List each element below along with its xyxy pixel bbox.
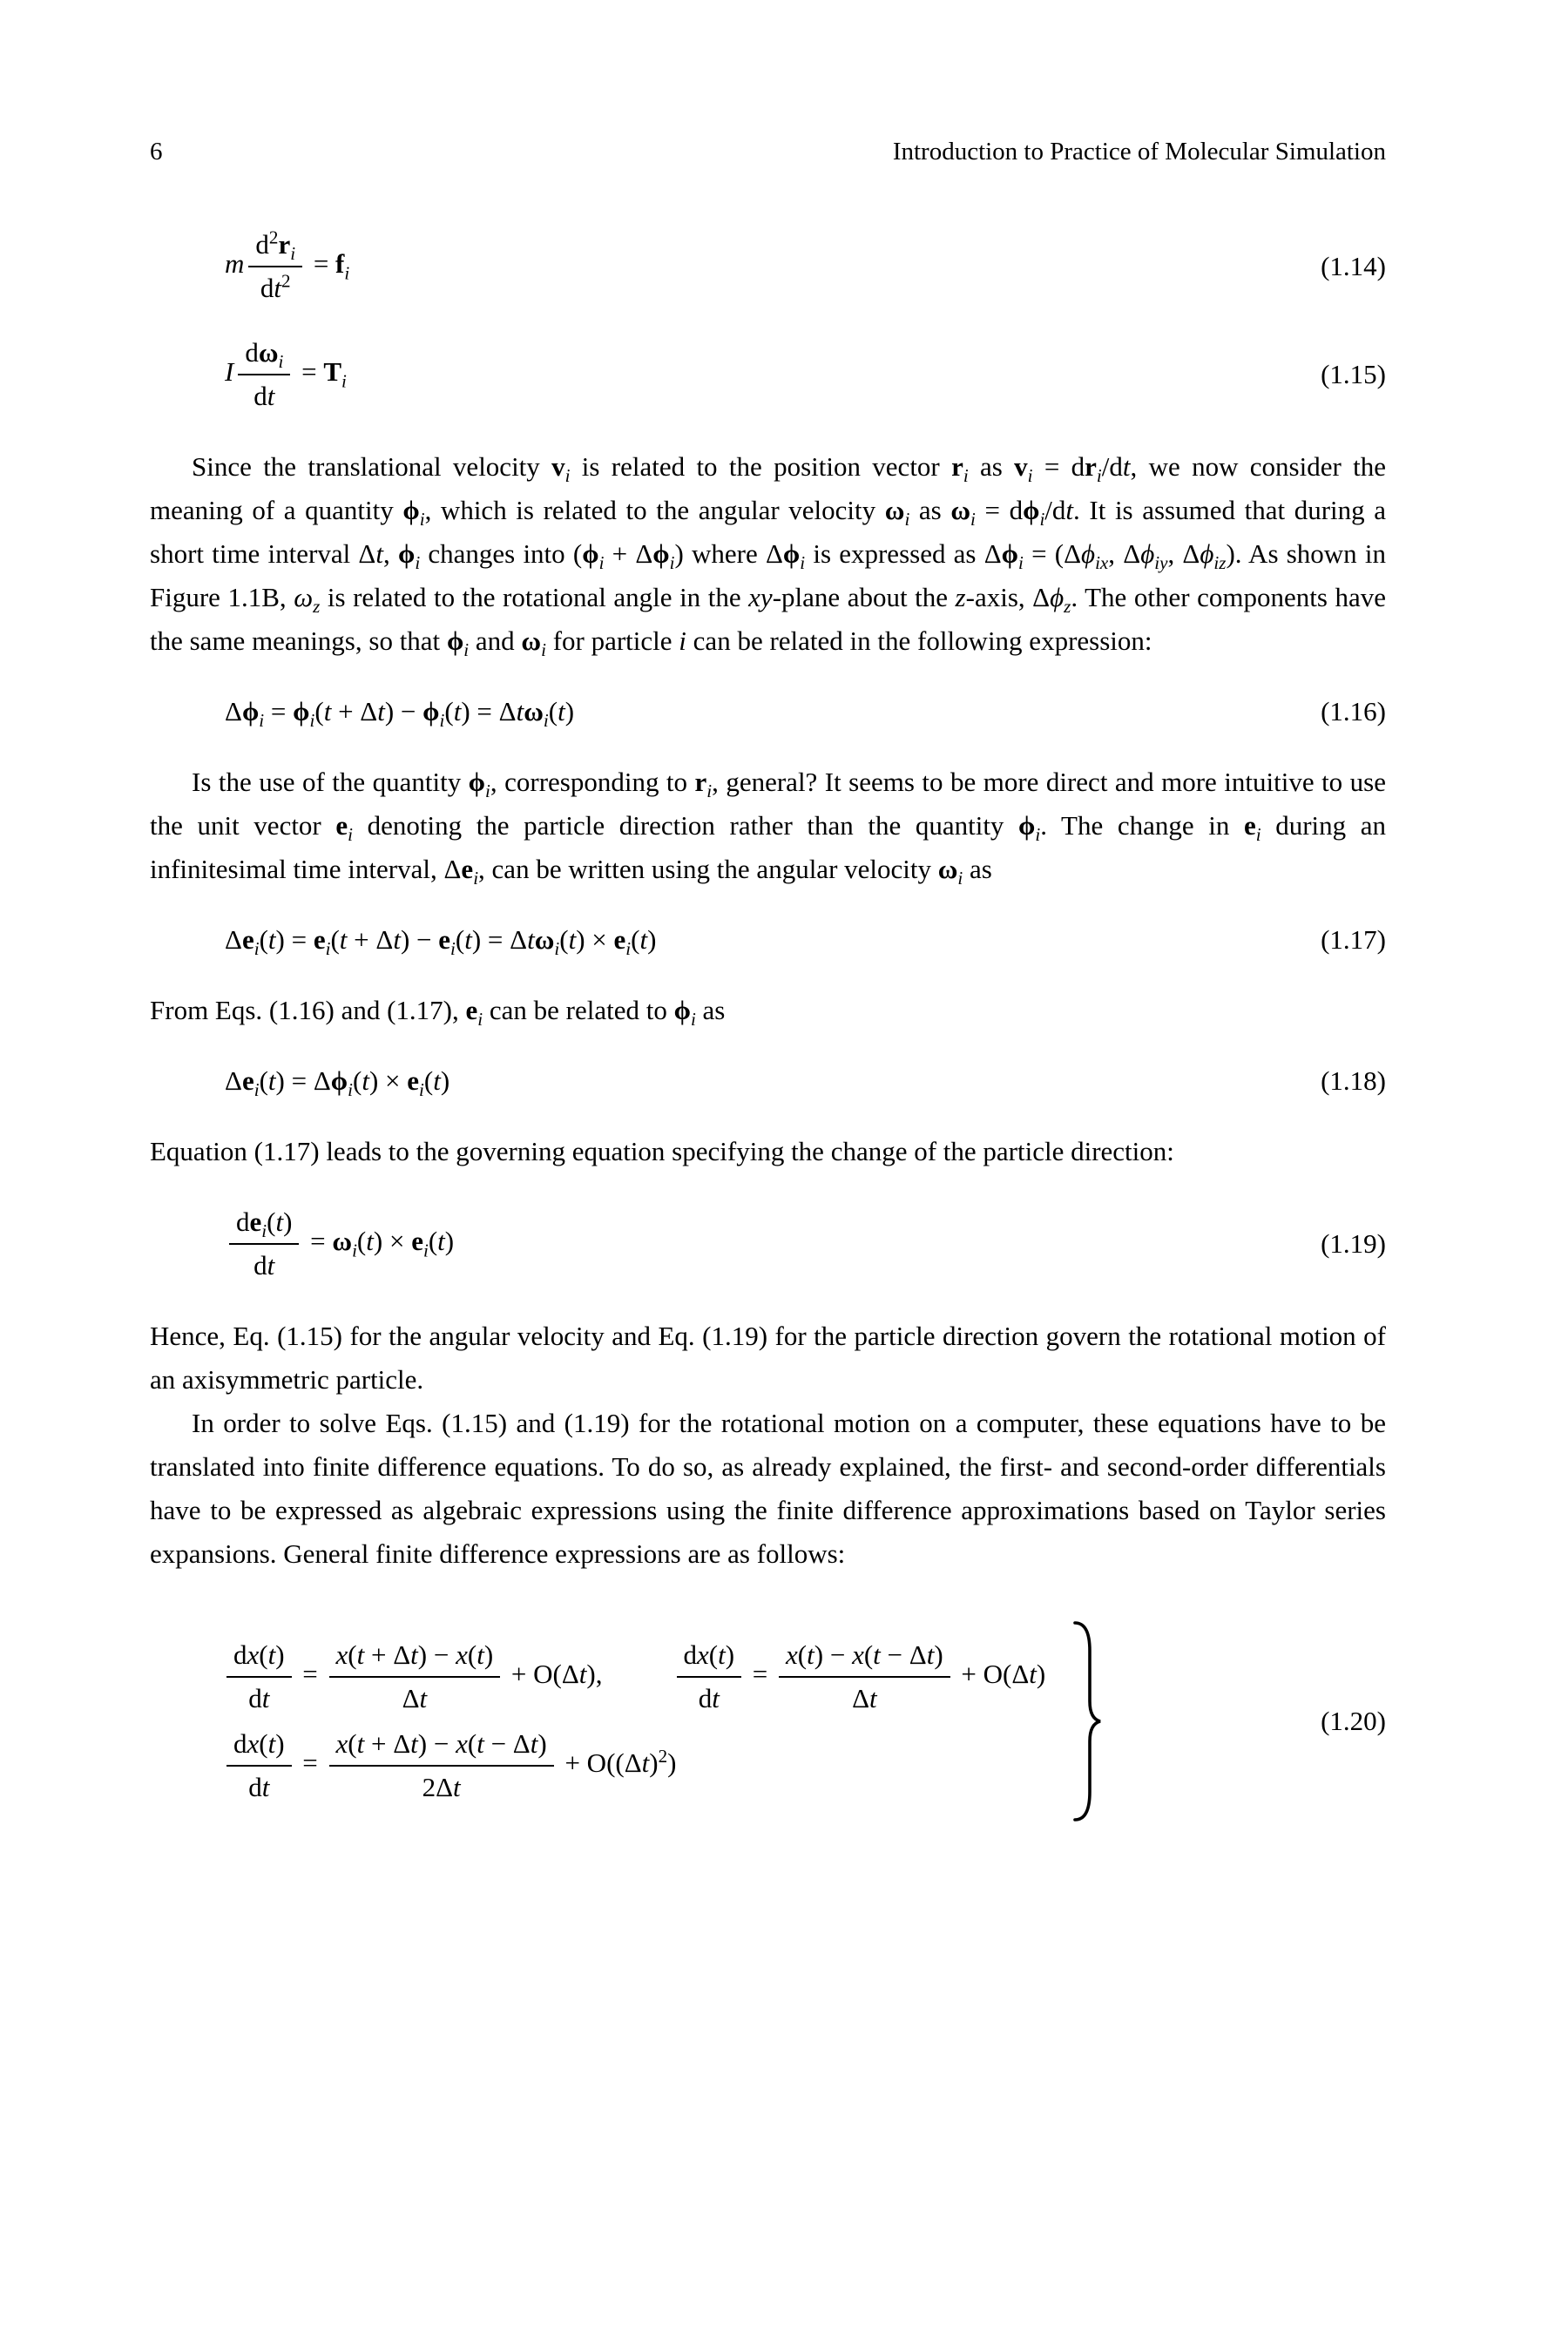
- equation-1-20: [150, 1619, 1386, 1823]
- backward-difference-expression: $\frac{dx(t)}{dt}$ = $\frac{x(t) - x(t - \Delta t)}{\Delta t}$ + O(Δt): [672, 1639, 1046, 1714]
- equation-line-1: [222, 1639, 1045, 1714]
- paragraph-4: Equation (1.17) leads to the governing equation specifying the change of the particle direction:: [150, 1136, 1174, 1166]
- equation-line-2: [222, 1728, 1045, 1803]
- paragraph-5: Hence, Eq. (1.15) for the angular velocity and Eq. (1.19) for the particle direction govern the rotational motion of an axisymmetric particle.: [150, 1321, 1386, 1395]
- equation-body: $\frac{de_i(t)}{dt}$ = $\omega_i(t) \times e_i(t)$: [225, 1206, 454, 1281]
- equation-1-18: [150, 1065, 1386, 1101]
- equation-label: (1.18): [1321, 1065, 1386, 1096]
- equation-body: $\Delta e_i(t) = \Delta\phi_i(t) \times e_i(t)$: [225, 1065, 450, 1101]
- forward-difference-expression: $\frac{dx(t)}{dt}$ = $\frac{x(t + \Delta t) - x(t)}{\Delta t}$ + O(Δt),: [222, 1639, 603, 1714]
- paragraph-3: From Eqs. (1.16) and (1.17), $e_i$ can be related to $\phi_i$ as: [150, 995, 726, 1031]
- equation-body: $\Delta e_i(t) = e_i(t + \Delta t) - e_i(t) = \Delta t\omega_i(t) \times e_i(t)$: [225, 924, 657, 960]
- equation-label: (1.16): [1321, 696, 1386, 727]
- equation-label: (1.19): [1321, 1228, 1386, 1259]
- equation-body: [222, 1639, 1045, 1803]
- equation-label: (1.15): [1321, 359, 1386, 389]
- equation-body: I $\frac{d\omega_i}{dt}$ = $T_i$: [225, 337, 347, 411]
- equation-1-15: [150, 337, 1386, 412]
- paragraph-1: Since the translational velocity $v_i$ is related to the position vector $r_i$ as $v_i = dr_i/dt$, we now consider the meaning of a quantity $\phi_i$, which is related to the angular velocity $\omega_i$ as $\omega_i = d\phi_i/dt$. It is assumed that during a short time interval Δt, $\phi_i$ changes into $(\phi_i + \Delta\phi_i)$ where $\Delta\phi_i$ is expressed as $\Delta\phi_i = (\Delta\phi_{ix}$, $\Delta\phi_{iy}$, $\Delta\phi_{iz}$). As shown in Figure 1.1B, $\omega_z$ is related to the rotational angle in the xy-plane about the z-axis, $\Delta\phi_z$. The other components have the same meanings, so that $\phi_i$ and $\omega_i$ for particle i can be related in the following expression:: [150, 451, 1386, 661]
- running-title: Introduction to Practice of Molecular Simulation: [892, 138, 1386, 166]
- equation-1-19: [150, 1206, 1386, 1281]
- page-header: [150, 138, 1386, 166]
- equation-body: m $\frac{d^2r_i}{dt^2}$ = $f_i$: [225, 226, 350, 303]
- curly-brace: [1071, 1619, 1105, 1823]
- equation-label: (1.14): [1321, 251, 1386, 281]
- paragraph-2: Is the use of the quantity $\phi_i$, corresponding to $r_i$, general? It seems to be more direct and more intuitive to use the unit vector $e_i$ denoting the particle direction rather than the quantity $\phi_i$. The change in $e_i$ during an infinitesimal time interval, $\Delta e_i$, can be written using the angular velocity $\omega_i$ as: [150, 767, 1386, 889]
- equation-1-14: [150, 226, 1386, 304]
- equation-1-16: [150, 696, 1386, 732]
- equation-label: (1.20): [1321, 1706, 1386, 1736]
- equation-label: (1.17): [1321, 924, 1386, 955]
- equation-1-17: [150, 924, 1386, 960]
- equation-body: $\Delta\phi_i = \phi_i(t + \Delta t) - \phi_i(t) = \Delta t\omega_i(t)$: [225, 696, 575, 732]
- paragraph-6: In order to solve Eqs. (1.15) and (1.19) for the rotational motion on a computer, these equations have to be translated into finite difference equations. To do so, as already explained, the first- and second-order differentials have to be expressed as algebraic expressions using the finite difference approximations based on Taylor series expansions. General finite difference expressions are as follows:: [150, 1408, 1386, 1569]
- page-number: 6: [150, 138, 163, 166]
- central-difference-expression: $\frac{dx(t)}{dt}$ = $\frac{x(t + \Delta t) - x(t - \Delta t)}{2\Delta t}$ + $O((\Delta t)^2)$: [222, 1728, 676, 1803]
